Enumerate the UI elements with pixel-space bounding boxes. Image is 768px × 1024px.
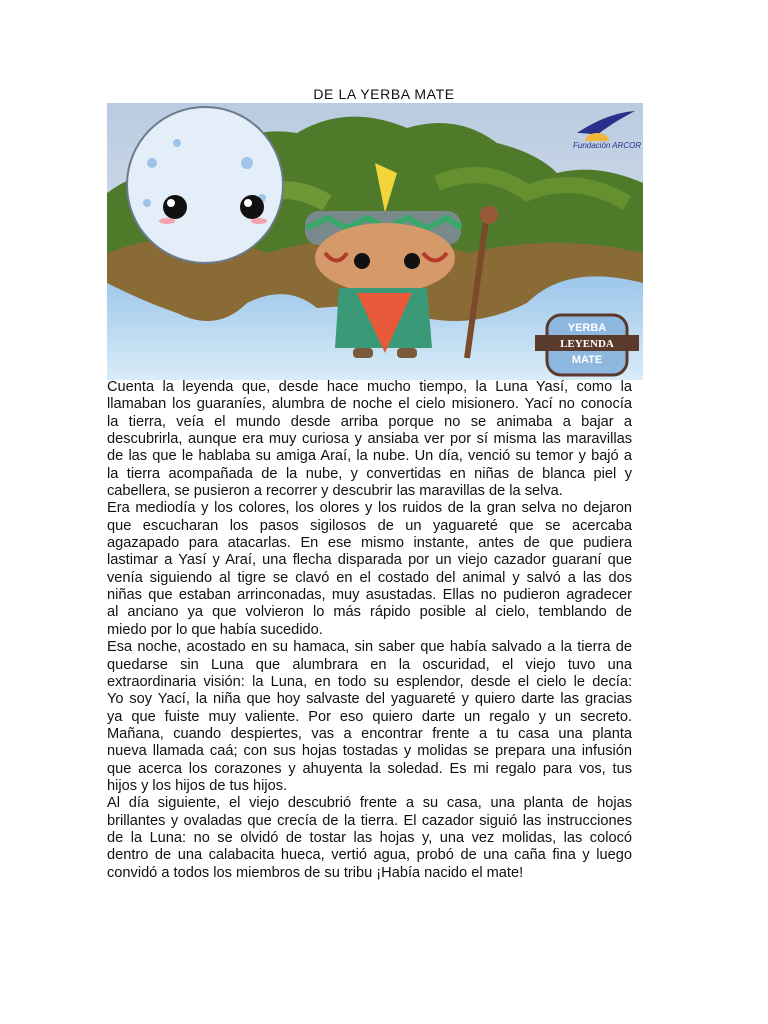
text-line: nueva llamada caá; con sus hojas tostadas y molidas se prepara una infusión [107,743,632,760]
text-line: convidó a todos los miembros de su tribu ¡Había nacido el mate! [107,864,524,881]
text-line: la tierra, veía el mundo desde arriba porque no se animaba a bajar a [107,413,632,430]
text-line: quedarse sin Luna que alumbrara en la oscuridad, el viejo tuvo una [107,656,632,673]
text-line: la tierra acompañada de la nube, y convertidas en niñas de blanca piel y [107,465,632,482]
text-line: brillantes y ovaladas que crecía de la tierra. El cazador siguió las instrucciones [107,812,632,829]
text-line: agazapado para atacarlas. En ese mismo instante, antes de que pudiera [107,535,632,552]
paragraph [107,639,632,795]
text-line: de la Luna: no se olvidó de tostar las hojas y, una vez molidas, las colocó [107,829,632,846]
paragraph [107,500,632,639]
text-line: al anciano ya que volvieron lo más rápido posible al cielo, temblando de [107,604,632,621]
text-line: cabellera, se pusieron a recorrer y descubrir las maravillas de la selva. [107,483,563,500]
text-line: llamaban los guaraníes, alumbra de noche el cielo misionero. Yací no conocía [107,396,632,413]
text-line: venía siguiendo al tigre se clavó en el costado del animal y salvó a las dos [107,569,632,586]
text-line: dentro de una calabacita hueca, vertió agua, probó de una caña fina y luego [107,847,632,864]
text-line: Era mediodía y los colores, los olores y los ruidos de la gran selva no dejaron [107,500,632,517]
paragraph [107,795,632,882]
text-line: hijos y los hijos de tus hijos. [107,777,288,794]
svg-text:LEYENDA: LEYENDA [560,338,614,350]
legend-text [107,379,632,882]
text-line: Cuenta la leyenda que, desde hace mucho tiempo, la Luna Yasí, como la [107,379,632,395]
text-line: lastimar a Yasí y Araí, una flecha disparada por un viejo cazador guaraní que [107,552,632,569]
moon [127,107,283,263]
text-line: Yo soy Yací, la niña que hoy salvaste del yaguareté y quiero darte las gracias [107,691,632,708]
text-line: Esa noche, acostado en su hamaca, sin saber que había salvado a la tierra de [107,639,632,656]
text-line: de las que le hablaba su amiga Araí, la nube. Un día, venció su temor y bajó a [107,448,632,465]
text-line: niñas que estaban arrinconadas, muy asustadas. Ellas no pudieron agradecer [107,587,632,604]
text-line: miedo por lo que había sucedido. [107,621,323,638]
text-line: ya que fuiste muy valiente. Por eso quiero darte un regalo y un secreto. [107,708,632,725]
text-line: extraordinaria visión: la Luna, en todo su esplendor, desde el cielo le decía: [107,673,632,690]
legend-illustration [107,103,643,380]
document-title: DE LA YERBA MATE [313,86,455,102]
text-line: descubrirla, aunque era muy curiosa y ansiaba ver por sí misma las maravillas [107,431,632,448]
paragraph [107,379,632,500]
svg-text:Fundación ARCOR: Fundación ARCOR [573,141,642,150]
text-line: Al día siguiente, el viejo descubrió frente a su casa, una planta de hojas [107,795,632,812]
svg-text:YERBA: YERBA [567,322,607,334]
text-line: que escucharan los pasos sigilosos de un yaguareté que se acercaba [107,517,632,534]
svg-text:MATE: MATE [571,354,603,366]
text-line: que acerca los corazones y ahuyenta la soledad. Es mi regalo para vos, tus [107,760,632,777]
yerba-mate-legend-badge [535,315,639,375]
text-line: Mañana, cuando despiertes, vas a encontrar frente a tu casa una planta [107,725,632,742]
